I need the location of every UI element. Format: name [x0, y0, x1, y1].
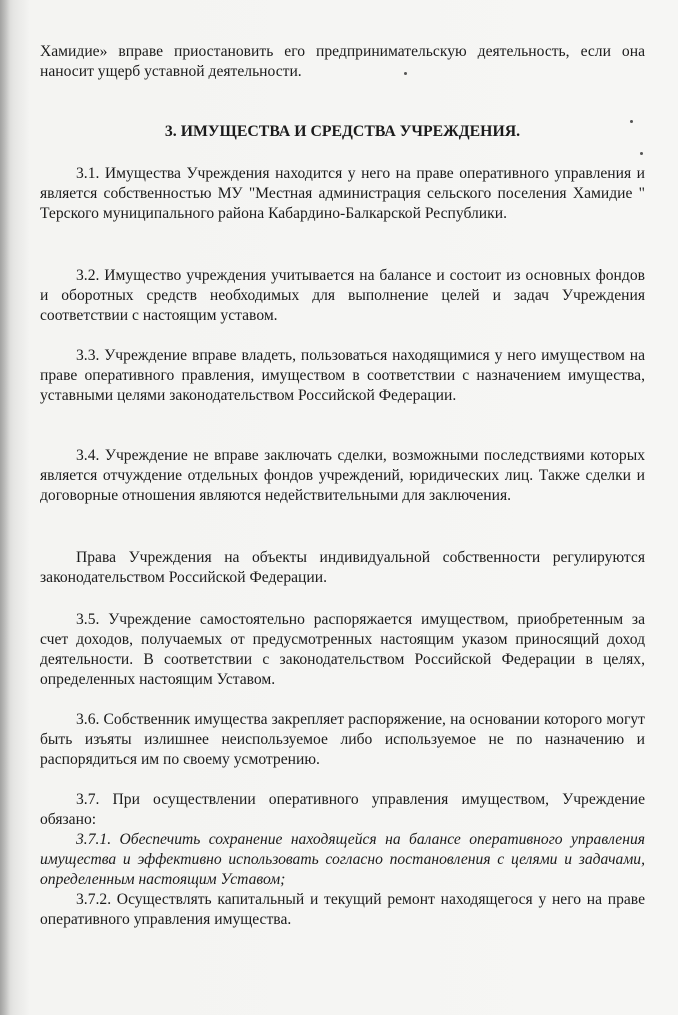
scan-speck	[404, 72, 407, 75]
scan-speck	[640, 152, 643, 155]
paragraph-3-7-1: 3.7.1. Обеспечить сохранение находящейся на балансе оперативного управления имущества и эффективно использовать согласно постановления с целями и задачами, определенным настоящим Уставом;	[40, 831, 645, 888]
paragraph-3-6: 3.6. Собственник имущества закрепляет распоряжение, на основании которого могут быть изъяты излишнее неиспользуемое либо используемое не по назначению и распорядиться им по своему усмотрению.	[40, 711, 645, 768]
paragraph-3-4: 3.4. Учреждение не вправе заключать сделки, возможными последствиями которых является отчуждение отдельных фондов учреждений, юридических лиц. Также сделки и договорные отношения являются недействительными для заключения.	[40, 447, 645, 504]
paragraph-3-7: 3.7. При осуществлении оперативного управления имуществом, Учреждение обязано:	[40, 791, 645, 828]
paragraph-3-3: 3.3. Учреждение вправе владеть, пользоваться находящимися у него имуществом на праве оперативного правления, имуществом в соответствии с назначением имущества, уставными целями законодательством Российской Федерации.	[40, 347, 645, 404]
paragraph-3-7-2: 3.7.2. Осуществлять капитальный и текущий ремонт находящегося у него на праве оперативного управления имущества.	[40, 891, 645, 928]
paragraph-3-5: 3.5. Учреждение самостоятельно распоряжается имуществом, приобретенным за счет доходов, получаемых от предусмотренных настоящим указом приносящий доход деятельности. В соответствии с законодательством Российской Федерации в целях, определенных настоящим Уставом.	[40, 611, 645, 688]
paragraph-3-1: 3.1. Имущества Учреждения находится у него на праве оперативного управления и является собственностью МУ "Местная администрация сельского поселения Хамидие " Терского муниципального района Кабардино-Балкарской Республики.	[40, 165, 645, 222]
paragraph-rights: Права Учреждения на объекты индивидуальной собственности регулируются законодательством Российской Федерации.	[40, 549, 645, 586]
intro-paragraph: Хамидие» вправе приостановить его предпринимательскую деятельность, если она наносит ущерб уставной деятельности.	[40, 43, 645, 80]
scan-edge-shadow	[0, 0, 10, 1015]
section-title: 3. ИМУЩЕСТВА И СРЕДСТВА УЧРЕЖДЕНИЯ.	[164, 123, 521, 140]
paragraph-3-2: 3.2. Имущество учреждения учитывается на балансе и состоит из основных фондов и оборотных средств необходимых для выполнение целей и задач Учреждения соответствии с настоящим уставом.	[40, 267, 645, 324]
scan-speck	[630, 120, 633, 123]
